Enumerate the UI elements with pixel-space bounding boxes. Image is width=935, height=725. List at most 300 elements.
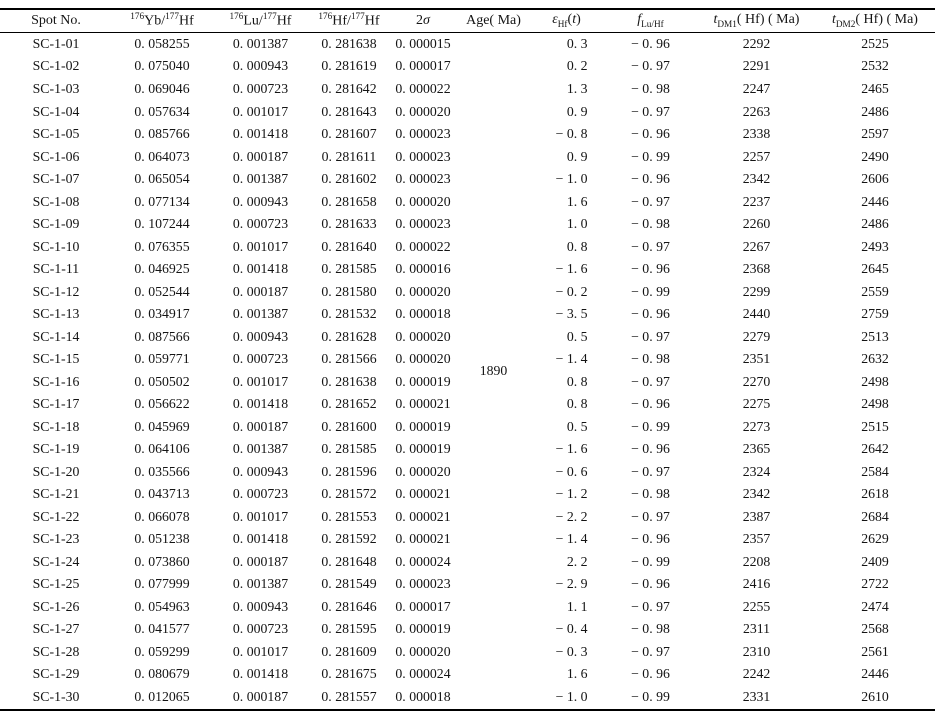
cell-tdm2: 2610 [861,689,889,705]
cell-yb: 0. 054963 [134,598,190,614]
cell-value: 1. 6 [566,666,588,682]
cell-tdm1: 2311 [742,621,771,637]
col-header-f-lu-hf [603,9,698,32]
cell-tdm2: 2642 [861,441,889,457]
header-text: Lu/Hf [641,19,664,30]
cell-lu: 0. 001017 [232,103,289,119]
cell-hf: 0. 281643 [321,103,377,119]
cell-sigma: 0. 000017 [395,598,451,614]
cell-f: − 0. 99 [631,418,670,434]
cell-eps [530,393,603,416]
cell-f: − 0. 97 [631,328,670,344]
cell-yb: 0. 075040 [134,58,190,74]
cell-tdm1: 2255 [742,598,771,614]
cell-spot: SC-1-21 [32,486,80,502]
cell-tdm1: 2247 [742,80,771,96]
cell-eps [530,573,603,596]
cell-eps [530,506,603,529]
cell-lu: 0. 001017 [232,508,289,524]
cell-spot: SC-1-04 [32,103,80,119]
cell-tdm1: 2342 [742,171,771,187]
cell-lu: 0. 001387 [232,441,289,457]
cell-value: 1. 1 [566,598,588,614]
cell-value: 1. 3 [566,80,588,96]
cell-eps [530,168,603,191]
cell-tdm2: 2684 [861,508,889,524]
cell-f: − 0. 96 [631,396,670,412]
cell-tdm1: 2299 [742,283,771,299]
cell-hf: 0. 281596 [321,463,377,479]
cell-spot: SC-1-30 [32,689,80,705]
cell-tdm2: 2486 [861,103,889,119]
col-header-spot [0,9,112,32]
cell-hf: 0. 281595 [321,621,377,637]
cell-f: − 0. 97 [631,463,670,479]
cell-tdm1: 2351 [742,351,771,367]
cell-lu: 0. 001387 [232,171,289,187]
cell-spot: SC-1-27 [32,621,80,637]
cell-yb: 0. 077999 [134,576,190,592]
cell-sigma: 0. 000023 [395,216,451,232]
cell-tdm1: 2291 [742,58,771,74]
cell-hf: 0. 281638 [321,373,377,389]
col-header-age [457,9,530,32]
cell-value: 0. 5 [566,418,588,434]
cell-yb: 0. 034917 [134,306,190,322]
cell-spot: SC-1-01 [32,35,80,51]
cell-yb: 0. 064106 [134,441,190,457]
cell-tdm1: 2279 [742,328,771,344]
cell-eps [530,370,603,393]
col-header-eps-hf [530,9,603,32]
cell-f: − 0. 96 [631,171,670,187]
header-text: ( Hf) ( Ma) [855,12,918,28]
header-text: 176 [130,11,145,22]
cell-tdm2: 2490 [861,148,889,164]
cell-yb: 0. 087566 [134,328,190,344]
cell-f: − 0. 96 [631,35,670,51]
cell-yb: 0. 085766 [134,126,190,142]
cell-tdm2: 2532 [861,58,889,74]
table-header [0,9,935,32]
cell-spot: SC-1-26 [32,598,80,614]
cell-hf: 0. 281580 [321,283,377,299]
cell-tdm2: 2629 [861,531,889,547]
cell-tdm2: 2584 [861,463,889,479]
cell-value: − 3. 5 [555,306,588,322]
cell-spot: SC-1-29 [32,666,80,682]
cell-lu: 0. 000723 [232,351,289,367]
cell-sigma: 0. 000020 [395,328,451,344]
header-text: DM2 [835,19,856,30]
cell-hf: 0. 281611 [321,148,377,164]
cell-spot: SC-1-09 [32,216,80,232]
cell-value: − 0. 6 [555,463,588,479]
cell-lu: 0. 000723 [232,486,289,502]
cell-tdm1: 2237 [742,193,771,209]
header-text: 176 [229,11,244,22]
header-text: 177 [350,11,365,22]
cell-tdm1: 2208 [742,553,771,569]
cell-value: − 1. 4 [555,531,588,547]
cell-hf: 0. 281609 [321,643,377,659]
cell-sigma: 0. 000020 [395,351,451,367]
cell-f: − 0. 98 [631,486,670,502]
header-text: Hf/ [332,14,351,30]
header-text: ( [567,12,573,28]
cell-lu: 0. 000723 [232,621,289,637]
cell-sigma: 0. 000015 [395,35,451,51]
cell-yb: 0. 051238 [134,531,190,547]
cell-tdm1: 2324 [742,463,771,479]
cell-value: 0. 8 [566,396,588,412]
header-text: Yb/ [144,14,166,30]
cell-yb: 0. 065054 [134,171,190,187]
cell-spot: SC-1-03 [32,80,80,96]
cell-sigma: 0. 000023 [395,171,451,187]
cell-tdm2: 2465 [861,80,889,96]
cell-lu: 0. 001418 [232,396,289,412]
cell-lu: 0. 000943 [232,328,289,344]
cell-eps [530,551,603,574]
cell-spot: SC-1-19 [32,441,80,457]
cell-yb: 0. 064073 [134,148,190,164]
cell-f: − 0. 97 [631,193,670,209]
col-header-yb-hf [112,9,212,32]
cell-hf: 0. 281633 [321,216,377,232]
cell-f: − 0. 98 [631,80,670,96]
cell-lu: 0. 000187 [232,689,289,705]
header-text: ( Hf) ( Ma) [736,12,800,28]
cell-yb: 0. 059299 [134,643,190,659]
cell-hf: 0. 281648 [321,553,377,569]
cell-sigma: 0. 000017 [395,58,451,74]
cell-eps [530,213,603,236]
cell-sigma: 0. 000020 [395,103,451,119]
cell-hf: 0. 281549 [321,576,377,592]
cell-value: 0. 9 [566,103,588,119]
cell-sigma: 0. 000016 [395,261,451,277]
cell-tdm1: 2310 [742,643,771,659]
cell-lu: 0. 000943 [232,58,289,74]
cell-tdm1: 2338 [742,126,771,142]
cell-yb: 0. 045969 [134,418,190,434]
cell-yb: 0. 107244 [134,216,190,232]
cell-lu: 0. 000187 [232,418,289,434]
header-text: Hf [276,14,292,30]
cell-spot: SC-1-11 [32,261,80,277]
cell-eps [530,235,603,258]
cell-tdm2: 2498 [861,373,889,389]
cell-value: − 2. 2 [555,508,588,524]
cell-eps [530,641,603,664]
cell-hf: 0. 281585 [321,261,377,277]
col-header-tdm1 [698,9,815,32]
header-text: Lu/ [243,14,263,30]
table-body [0,32,935,710]
cell-eps [530,415,603,438]
cell-spot: SC-1-13 [32,306,80,322]
cell-hf: 0. 281600 [321,418,377,434]
cell-f: − 0. 99 [631,148,670,164]
cell-hf: 0. 281658 [321,193,377,209]
cell-hf: 0. 281607 [321,126,377,142]
header-text: t [832,12,836,28]
cell-tdm1: 2275 [742,396,771,412]
cell-tdm2: 2515 [861,418,889,434]
cell-value: − 1. 6 [555,261,588,277]
cell-tdm2: 2759 [861,306,889,322]
cell-spot: SC-1-25 [32,576,80,592]
cell-tdm1: 2365 [742,441,771,457]
cell-eps [530,123,603,146]
cell-f: − 0. 97 [631,643,670,659]
cell-tdm2: 2486 [861,216,889,232]
table-row [0,32,935,55]
cell-value: − 0. 8 [555,126,588,142]
cell-sigma: 0. 000021 [395,531,451,547]
paper-table-page [0,8,935,725]
cell-spot: SC-1-18 [32,418,80,434]
cell-hf: 0. 281675 [321,666,377,682]
cell-value: − 1. 4 [555,351,588,367]
cell-tdm1: 2368 [742,261,771,277]
cell-tdm2: 2561 [861,643,889,659]
cell-spot: SC-1-16 [32,373,80,389]
header-text: Spot No. [31,12,81,28]
cell-value: − 0. 3 [555,643,588,659]
cell-spot: SC-1-15 [32,351,80,367]
header-text: Age( Ma) [466,12,521,28]
cell-eps [530,528,603,551]
cell-tdm1: 2270 [742,373,771,389]
cell-sigma: 0. 000020 [395,283,451,299]
cell-sigma: 0. 000024 [395,553,451,569]
cell-sigma: 0. 000024 [395,666,451,682]
cell-tdm1: 2387 [742,508,771,524]
cell-f: − 0. 97 [631,238,670,254]
header-text: DM1 [717,19,737,30]
cell-f: − 0. 97 [631,58,670,74]
cell-value: 0. 8 [566,373,588,389]
col-header-lu-hf [212,9,309,32]
cell-lu: 0. 001387 [232,306,289,322]
cell-f: − 0. 98 [631,351,670,367]
cell-tdm1: 2357 [742,531,771,547]
cell-hf: 0. 281553 [321,508,377,524]
cell-eps [530,100,603,123]
cell-tdm2: 2513 [861,328,889,344]
cell-tdm1: 2331 [742,689,771,705]
cell-hf: 0. 281640 [321,238,377,254]
cell-hf: 0. 281619 [321,58,377,74]
cell-eps [530,78,603,101]
cell-tdm2: 2474 [861,598,889,614]
cell-lu: 0. 001418 [232,531,289,547]
cell-hf: 0. 281592 [321,531,377,547]
cell-eps [530,663,603,686]
cell-lu: 0. 001418 [232,666,289,682]
cell-value: 0. 9 [566,148,588,164]
cell-lu: 0. 000943 [232,463,289,479]
header-text: t [713,12,718,28]
cell-yb: 0. 056622 [134,396,190,412]
cell-lu: 0. 001017 [232,238,289,254]
cell-lu: 0. 001017 [232,373,289,389]
cell-value: 1. 0 [566,216,588,232]
header-text: 176 [318,11,333,22]
cell-tdm2: 2409 [861,553,889,569]
header-text: Hf [557,19,568,30]
cell-yb: 0. 012065 [134,689,190,705]
cell-sigma: 0. 000021 [395,508,451,524]
cell-hf: 0. 281652 [321,396,377,412]
cell-sigma: 0. 000022 [395,238,451,254]
header-text: f [637,12,642,28]
cell-tdm2: 2493 [861,238,889,254]
col-header-hf-hf [309,9,389,32]
cell-f: − 0. 96 [631,261,670,277]
cell-value: 0. 2 [566,58,588,74]
cell-f: − 0. 98 [631,216,670,232]
cell-lu: 0. 000187 [232,283,289,299]
cell-sigma: 0. 000019 [395,621,451,637]
cell-spot: SC-1-20 [32,463,80,479]
cell-spot: SC-1-23 [32,531,80,547]
cell-lu: 0. 000943 [232,598,289,614]
cell-yb: 0. 043713 [134,486,190,502]
header-text: ) [576,12,581,28]
cell-sigma: 0. 000023 [395,576,451,592]
cell-eps [530,483,603,506]
cell-tdm2: 2645 [861,261,889,277]
cell-tdm1: 2273 [742,418,771,434]
cell-value: − 0. 2 [555,283,588,299]
col-header-tdm2 [815,9,935,32]
cell-tdm1: 2267 [742,238,771,254]
cell-yb: 0. 080679 [134,666,190,682]
cell-yb: 0. 058255 [134,35,190,51]
cell-spot: SC-1-17 [32,396,80,412]
cell-eps [530,55,603,78]
cell-sigma: 0. 000023 [395,148,451,164]
cell-f: − 0. 99 [631,283,670,299]
cell-lu: 0. 000723 [232,80,289,96]
cell-f: − 0. 97 [631,103,670,119]
cell-sigma: 0. 000019 [395,418,451,434]
header-row [0,9,935,32]
cell-tdm1: 2263 [742,103,771,119]
cell-f: − 0. 96 [631,441,670,457]
cell-eps [530,303,603,326]
cell-tdm2: 2446 [861,666,889,682]
cell-value: − 1. 2 [555,486,588,502]
cell-sigma: 0. 000019 [395,373,451,389]
cell-tdm1: 2257 [742,148,771,164]
cell-eps [530,280,603,303]
header-text: 177 [262,11,277,22]
cell-sigma: 0. 000019 [395,441,451,457]
cell-f: − 0. 96 [631,666,670,682]
cell-eps [530,32,603,55]
cell-f: − 0. 96 [631,576,670,592]
cell-lu: 0. 001017 [232,643,289,659]
cell-spot: SC-1-08 [32,193,80,209]
cell-spot: SC-1-10 [32,238,80,254]
cell-eps [530,686,603,710]
cell-sigma: 0. 000020 [395,193,451,209]
cell-sigma: 0. 000021 [395,486,451,502]
cell-spot: SC-1-02 [32,58,80,74]
cell-yb: 0. 052544 [134,283,190,299]
header-text: ε [552,12,558,28]
cell-tdm1: 2342 [742,486,771,502]
cell-eps [530,461,603,484]
cell-tdm2: 2722 [861,576,889,592]
cell-lu: 0. 000187 [232,148,289,164]
cell-tdm1: 2242 [742,666,771,682]
cell-tdm2: 2618 [861,486,889,502]
cell-eps [530,145,603,168]
cell-yb: 0. 057634 [134,103,190,119]
cell-f: − 0. 96 [631,531,670,547]
cell-value: 2. 2 [566,553,588,569]
header-text: 177 [165,11,179,22]
header-text: t [572,12,577,28]
cell-lu: 0. 000187 [232,553,289,569]
cell-sigma: 0. 000023 [395,126,451,142]
cell-sigma: 0. 000020 [395,643,451,659]
cell-hf: 0. 281602 [321,171,377,187]
cell-sigma: 0. 000020 [395,463,451,479]
cell-yb: 0. 046925 [134,261,190,277]
cell-eps [530,596,603,619]
cell-yb: 0. 076355 [134,238,190,254]
cell-value: − 1. 0 [555,689,588,705]
cell-sigma: 0. 000018 [395,689,451,705]
cell-f: − 0. 96 [631,306,670,322]
cell-tdm2: 2559 [861,283,889,299]
header-text: σ [423,12,430,28]
header-text: Hf [364,14,380,30]
cell-spot: SC-1-22 [32,508,80,524]
cell-spot: SC-1-24 [32,553,80,569]
cell-hf: 0. 281628 [321,328,377,344]
cell-yb: 0. 073860 [134,553,190,569]
cell-value: − 1. 6 [555,441,588,457]
cell-f: − 0. 97 [631,508,670,524]
cell-eps [530,618,603,641]
cell-yb: 0. 059771 [134,351,190,367]
cell-spot: SC-1-05 [32,126,80,142]
cell-f: − 0. 97 [631,373,670,389]
cell-tdm2: 2525 [861,35,889,51]
cell-f: − 0. 98 [631,621,670,637]
cell-tdm2: 2632 [861,351,889,367]
cell-hf: 0. 281572 [321,486,377,502]
cell-tdm2: 2606 [861,171,889,187]
cell-tdm2: 2498 [861,396,889,412]
cell-f: − 0. 99 [631,689,670,705]
cell-lu: 0. 001387 [232,576,289,592]
cell-value: 0. 8 [566,238,588,254]
cell-eps [530,258,603,281]
age-merged-cell: 1890 [479,362,508,378]
cell-lu: 0. 001418 [232,261,289,277]
cell-yb: 0. 077134 [134,193,190,209]
cell-yb: 0. 066078 [134,508,190,524]
cell-spot: SC-1-07 [32,171,80,187]
